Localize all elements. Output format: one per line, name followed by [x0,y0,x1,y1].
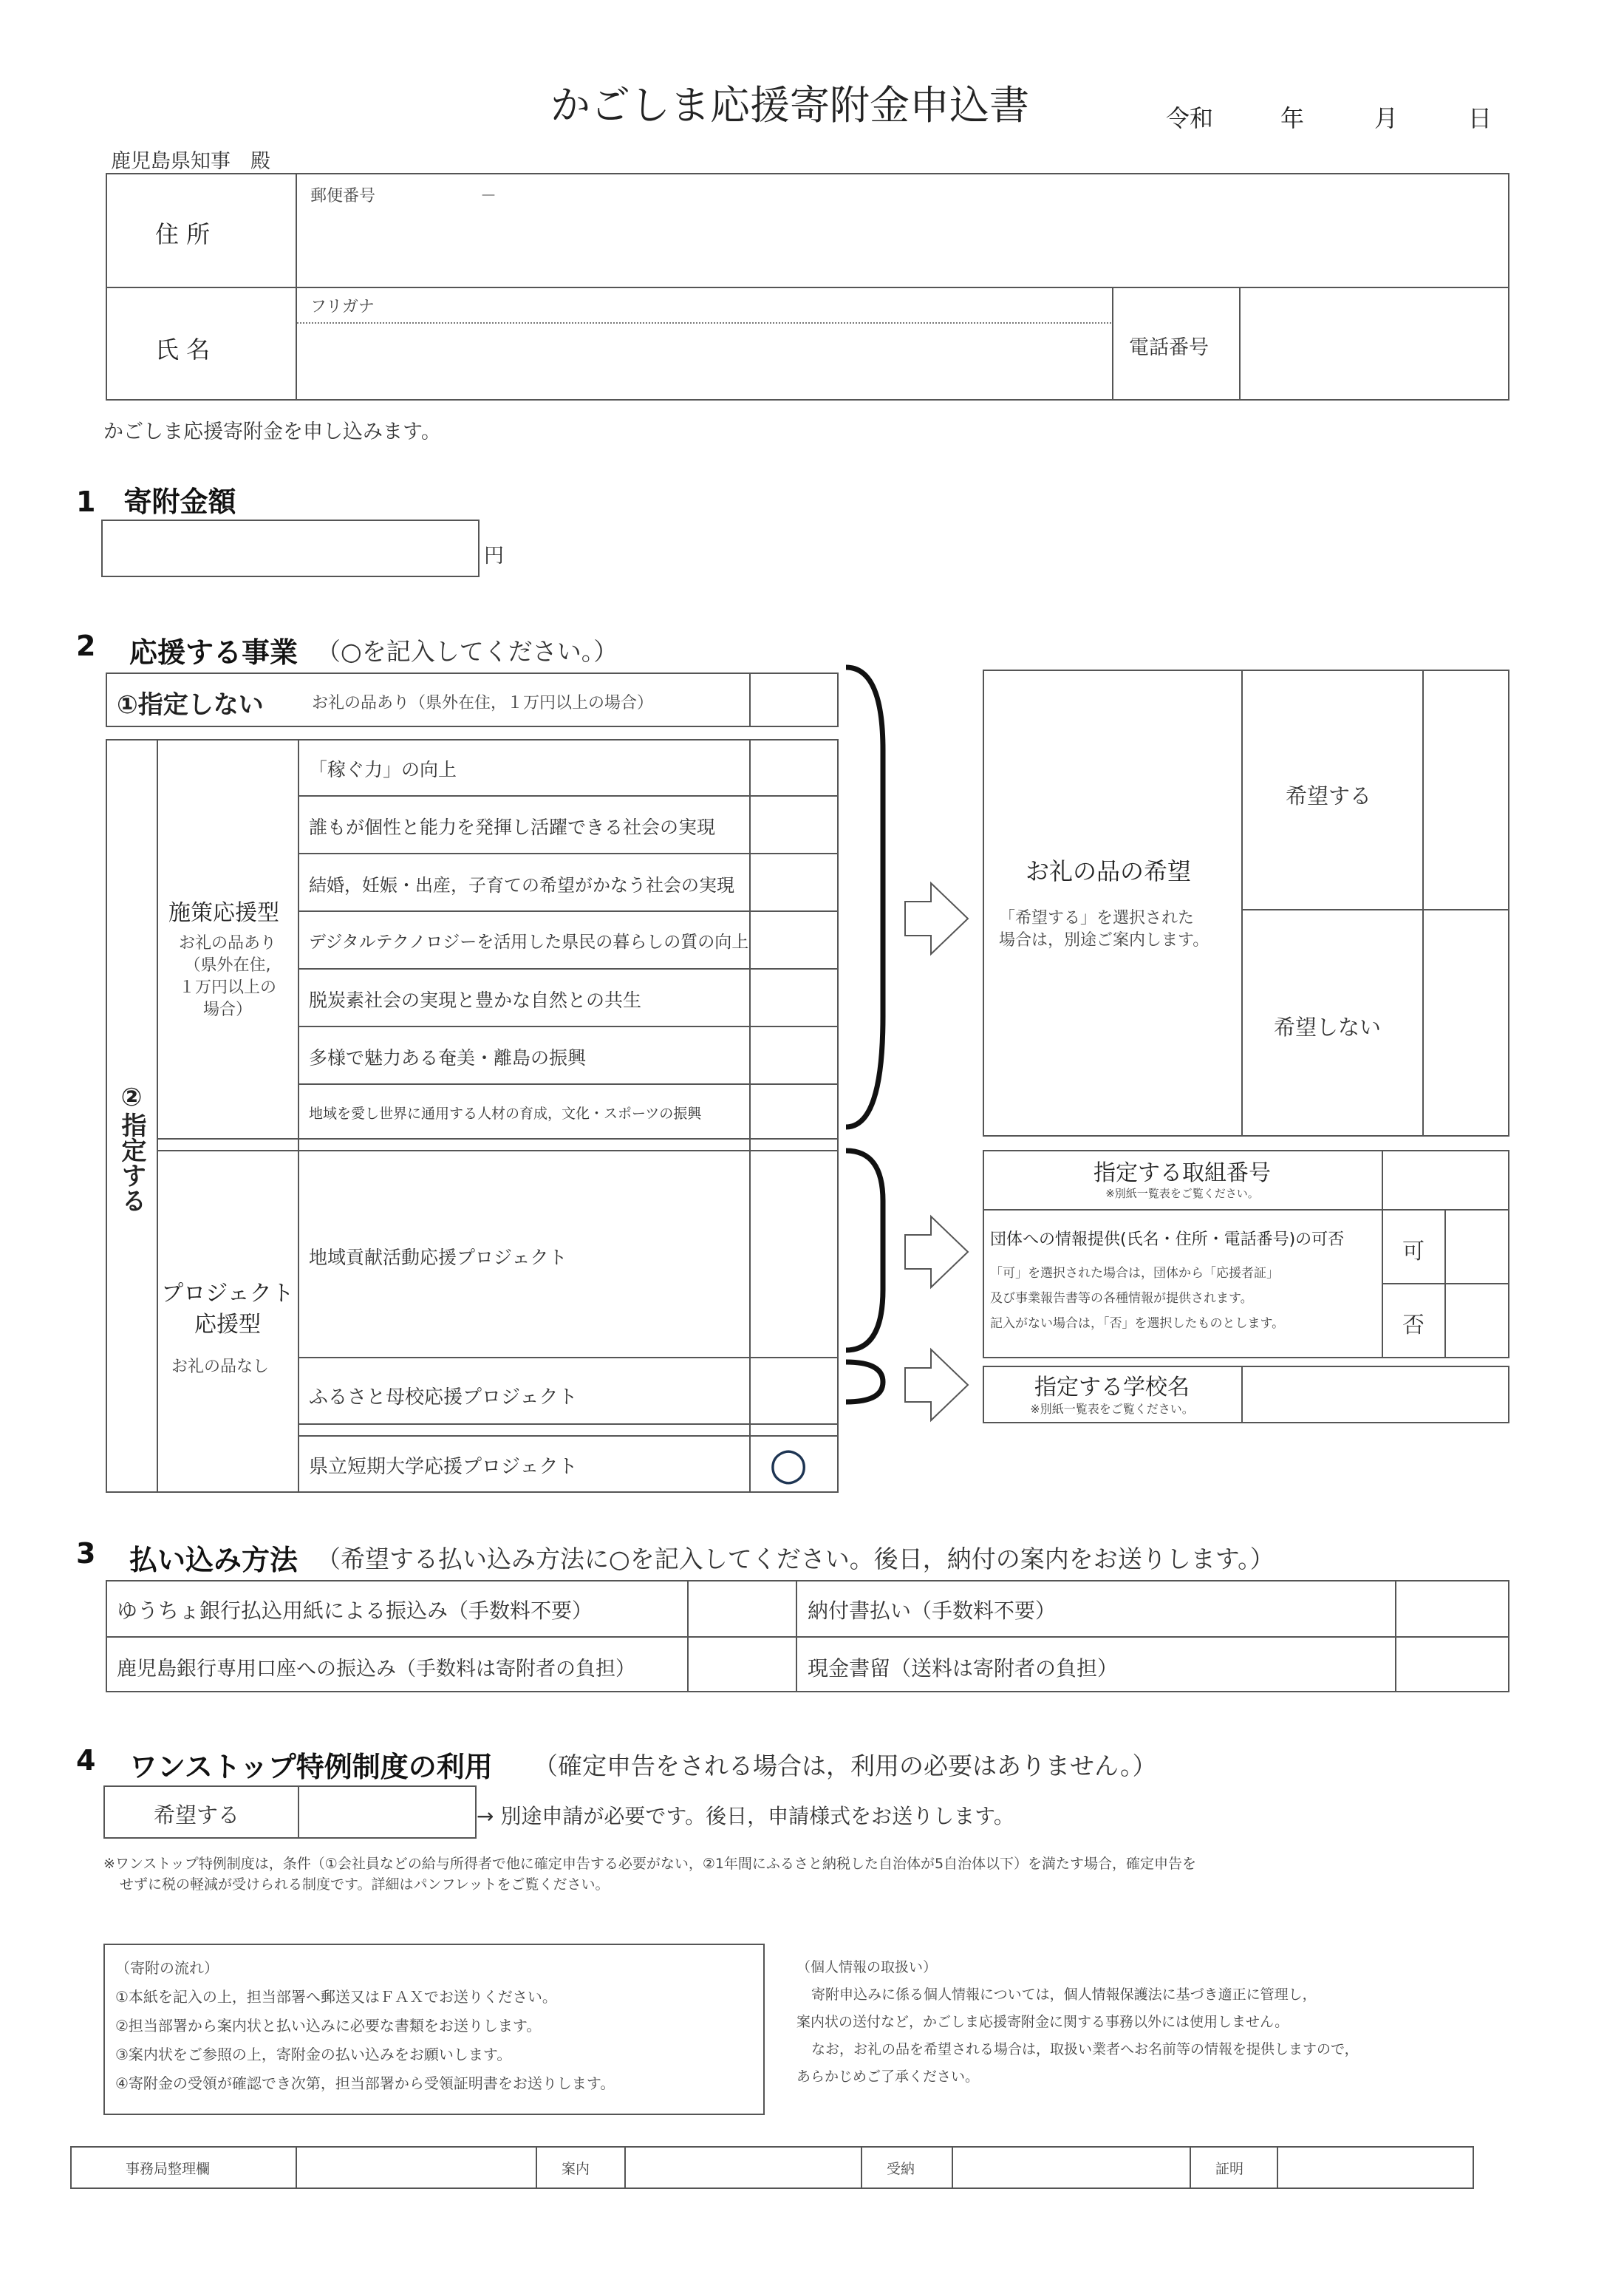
info-no-mark-cell[interactable] [1446,1284,1508,1357]
phone-input[interactable] [1249,325,1503,371]
info-note-line: 「可」を選択された場合は，団体から「応援者証」 [990,1266,1279,1281]
addressee: 鹿児島県知事 殿 [111,150,270,173]
footnote-line: せずに税の軽減が受けられる制度です。詳細はパンフレットをご覧ください。 [120,1876,610,1893]
privacy-line: なお，お礼の品を希望される場合は，取扱い業者へお名前等の情報を提供しますので， [811,2041,1359,2057]
flow-title: （寄附の流れ） [115,1959,219,1977]
gift-no-label: 希望しない [1274,1015,1382,1040]
policy-mark-cell[interactable] [751,970,837,1024]
policy-note-line: １万円以上の [178,978,276,997]
policy-note-line: 場合） [202,1001,252,1019]
initiative-number-input[interactable] [1388,1157,1505,1203]
month-label: 月 [1374,104,1399,132]
school-label: 指定する学校名 [1034,1375,1190,1400]
project-type-note: お礼の品なし [171,1358,270,1376]
arrow-icon [905,883,968,954]
payment-mark-cell[interactable] [1396,1581,1508,1635]
option2-label [113,1083,150,1219]
office-use-table [70,2146,1474,2189]
policy-item: 脱炭素社会の実現と豊かな自然との共生 [309,990,642,1011]
payment-method-label: 鹿児島銀行専用口座への振込み（手数料は寄附者の負担） [117,1658,635,1681]
flow-step: ①本紙を記入の上，担当部署へ郵送又はＦＡＸでお送りください。 [115,1988,557,2006]
onestop-option-label: 希望する [154,1802,240,1828]
postal-label: 郵便番号 [310,187,376,205]
office-receipt-label: 受納 [887,2161,915,2177]
policy-item: 多様で魅力ある奄美・離島の振興 [309,1047,587,1069]
year-label: 年 [1280,104,1305,132]
section4-heading: ワンストップ特例制度の利用 [129,1751,493,1783]
arrow-icon [905,1349,968,1420]
info-yes-label: 可 [1402,1239,1425,1264]
office-label: 事務局整理欄 [126,2161,211,2177]
gift-no-mark-cell[interactable] [1424,910,1508,1135]
policy-note-line: （県外在住, [184,956,271,975]
gift-label: お礼の品の希望 [1026,857,1192,885]
gift-note-line: 場合は，別途ご案内します。 [999,931,1210,950]
project-item: 県立短期大学応援プロジェクト [309,1456,578,1478]
policy-note-line: お礼の品あり [178,934,276,953]
onestop-mark-cell[interactable] [299,1787,475,1837]
phone-label: 電話番号 [1129,336,1209,359]
project-mark-cell[interactable] [751,1151,837,1355]
payment-mark-cell[interactable] [689,1638,794,1691]
policy-item: 結婚，妊娠・出産，子育ての希望がかなう社会の実現 [309,875,734,896]
policy-item: 誰もが個性と能力を発揮し活躍できる社会の実現 [309,817,716,838]
policy-mark-cell[interactable] [751,797,837,851]
project-mark-cell[interactable] [751,1358,837,1422]
gift-yes-label: 希望する [1286,783,1372,808]
application-statement: かごしま応援寄附金を申し込みます。 [103,421,441,443]
policy-item: デジタルテクノロジーを活用した県民の暮らしの質の向上 [309,933,749,952]
name-label: 氏 名 [155,336,211,364]
project-item: 地域貢献活動応援プロジェクト [309,1247,567,1268]
arrow-icon [905,1216,968,1287]
onestop-arrow-note: → 別途申請が必要です。後日，申請様式をお送りします。 [477,1804,1014,1828]
privacy-notice [796,1954,1359,2091]
furigana-label: フリガナ [310,298,375,316]
donation-amount-input[interactable] [111,528,468,570]
footnote-line: ※ワンストップ特例制度は，条件（①会社員などの給与所得者で他に確定申告する必要がない，②1年間にふるさと納税した自治体が5自治体以下）を満たす場合，確定申告を [103,1856,1197,1872]
policy-type-label: 施策応援型 [168,900,279,926]
section3-heading-note: （希望する払い込み方法に○を記入してください。後日，納付の案内をお送りします。） [316,1545,1275,1573]
privacy-line: 案内状の送付など，かごしま応援寄附金に関する事務以外には使用しません。 [796,2014,1289,2030]
project-type-line: プロジェクト [161,1281,294,1307]
brace-policy [846,667,883,1127]
gift-yes-mark-cell[interactable] [1424,671,1508,908]
payment-mark-cell[interactable] [1396,1638,1508,1691]
yen-unit: 円 [484,545,504,568]
policy-mark-cell[interactable] [751,740,837,794]
school-name-input[interactable] [1249,1372,1507,1417]
school-note: ※別紙一覧表をご覧ください。 [1030,1402,1194,1416]
form-title: かごしま応援寄附金申込書 [550,82,1029,129]
office-certificate-label: 証明 [1215,2161,1244,2177]
postal-code-input[interactable] [510,179,734,207]
name-input[interactable] [310,333,1104,386]
privacy-line: 寄附申込みに係る個人情報については，個人情報保護法に基づき適正に管理し， [811,1986,1317,2003]
policy-mark-cell[interactable] [751,854,837,909]
section2-heading-note: （○を記入してください。） [316,637,618,666]
address-input[interactable] [310,222,1495,268]
project-type-line: 応援型 [194,1312,261,1338]
section3-heading: 払い込み方法 [129,1544,298,1576]
office-guide-label: 案内 [562,2161,590,2177]
brace-project-2 [846,1362,883,1402]
era-label: 令和 [1166,104,1214,132]
flow-step: ③案内状をご参照の上，寄附金の払い込みをお願いします。 [115,2046,512,2063]
info-note [990,1261,1284,1336]
section4-number: 4 [76,1744,96,1777]
payment-method-label: 現金書留（送料は寄附者の負担） [808,1656,1119,1681]
option1-mark-cell[interactable] [751,674,837,726]
policy-item: 地域を愛し世界に通用する人材の育成，文化・スポーツの振興 [309,1106,702,1122]
policy-type-note [158,933,297,1021]
info-yes-mark-cell[interactable] [1446,1211,1508,1281]
address-label: 住 所 [155,220,211,248]
project-item: ふるさと母校応援プロジェクト [309,1386,578,1409]
policy-item: 「稼ぐ力」の向上 [309,759,457,780]
selected-circle-mark: ○ [769,1438,808,1490]
postal-dash: － [480,187,497,205]
option2-label-text: ②指定する [117,1083,146,1213]
project-type-label [158,1278,297,1341]
privacy-title: （個人情報の取扱い） [796,1959,938,1975]
policy-mark-cell[interactable] [751,1085,837,1137]
info-note-line: 及び事業報告書等の各種情報が提供されます。 [990,1291,1253,1306]
initiative-label: 指定する取組番号 [1094,1160,1271,1186]
option1-note: お礼の品あり（県外在住，１万円以上の場合） [312,694,654,712]
initiative-note: ※別紙一覧表をご覧ください。 [1105,1187,1259,1200]
info-no-label: 否 [1402,1312,1425,1338]
section3-number: 3 [76,1537,96,1570]
flow-step: ④寄附金の受領が確認でき次第，担当部署から受領証明書をお送りします。 [115,2074,615,2092]
payment-mark-cell[interactable] [689,1581,794,1635]
payment-method-label: 納付書払い（手数料不要） [808,1598,1057,1623]
section1-heading: 1 寄附金額 [76,486,236,518]
gift-note-line: 「希望する」を選択された [999,909,1195,927]
section2-heading: 応援する事業 [129,636,298,669]
flow-step: ②担当部署から案内状と払い込みに必要な書類をお送りします。 [115,2017,542,2035]
donation-flow [115,1954,615,2098]
privacy-line: あらかじめご了承ください。 [796,2069,980,2085]
policy-mark-cell[interactable] [751,912,837,967]
connector-graphics [839,661,986,1437]
policy-mark-cell[interactable] [751,1027,837,1082]
section4-heading-note: （確定申告をされる場合は，利用の必要はありません。） [533,1751,1157,1780]
onestop-footnote [103,1853,1196,1895]
day-label: 日 [1468,104,1492,132]
section2-number: 2 [76,630,96,662]
payment-method-label: ゆうちょ銀行払込用紙による振込み（手数料不要） [117,1598,593,1623]
option1-label: ①指定しない [117,690,264,720]
info-note-line: 記入がない場合は，「否」を選択したものとします。 [990,1316,1285,1331]
furigana-input[interactable] [399,293,1104,321]
gift-note [999,908,1209,952]
brace-project-1 [846,1151,883,1350]
info-label: 団体への情報提供(氏名・住所・電話番号)の可否 [990,1230,1345,1249]
